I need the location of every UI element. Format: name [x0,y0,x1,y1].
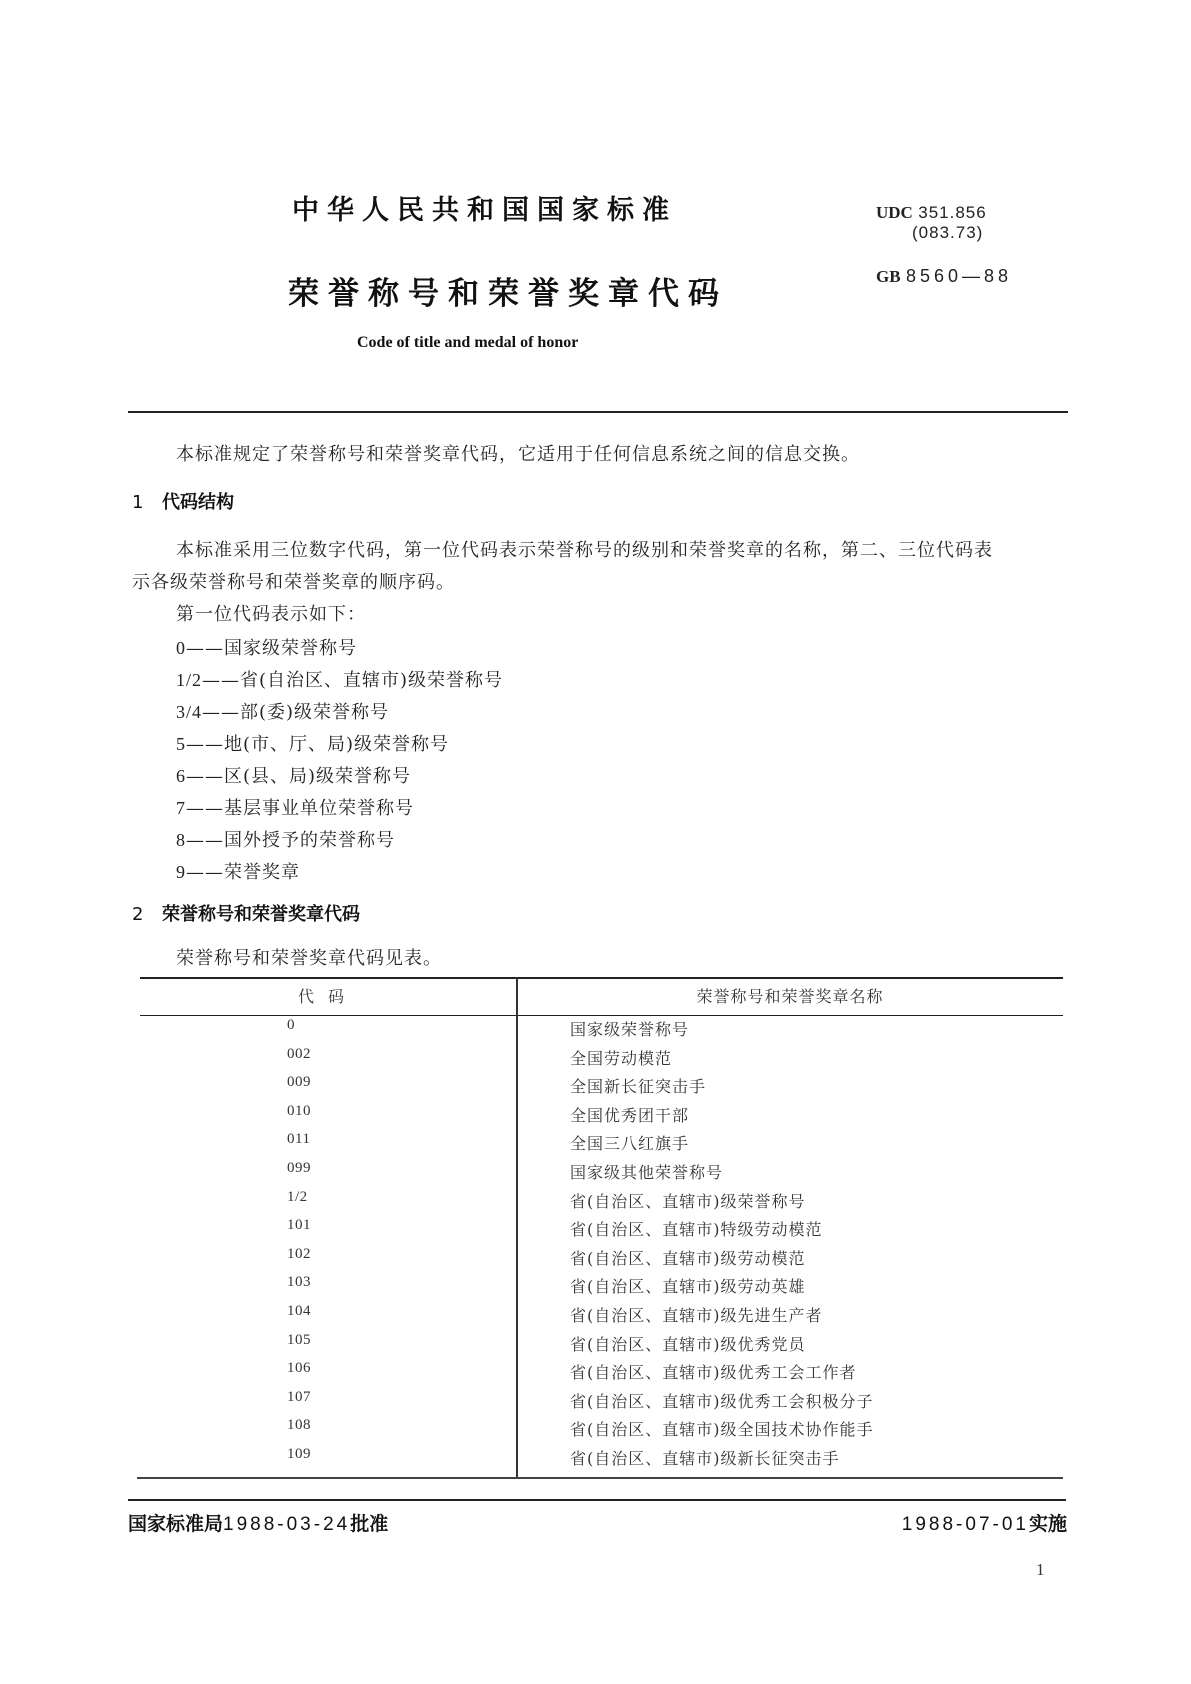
udc-number: 351.856 [918,203,987,222]
section-1-title: 代码结构 [162,492,234,513]
table-row: 009 全国新长征突击手 [287,1074,707,1097]
page-number: 1 [1036,1560,1045,1579]
gb-label: GB [876,267,901,286]
level-item: 5——地(市、厅、局)级荣誉称号 [176,734,450,755]
table-row: 103 省(自治区、直辖市)级劳动英雄 [287,1274,806,1297]
section-1-paragraph-line-2: 示各级荣誉称号和荣誉奖章的顺序码。 [132,572,455,593]
section-1-heading [132,488,234,514]
level-item: 8——国外授予的荣誉称号 [176,830,395,851]
approved-date: 1988-03-24 [223,1514,351,1535]
level-item: 1/2——省(自治区、直辖市)级荣誉称号 [176,670,504,691]
english-title: Code of title and medal of honor [357,334,579,351]
udc-sub-code: (083.73) [912,223,984,242]
section-1-paragraph-line-1: 本标准采用三位数字代码，第一位代码表示荣誉称号的级别和荣誉奖章的名称，第二、三位代码表 [176,540,993,561]
issuer: 国家标准局 [128,1513,224,1535]
approved-label: 批准 [350,1513,389,1535]
table-row: 002 全国劳动模范 [287,1045,673,1068]
standard-title: 中华人民共和国国家标准 [292,195,677,226]
document-title: 荣誉称号和荣誉奖章代码 [288,276,728,312]
table-row: 102 省(自治区、直辖市)级劳动模范 [287,1245,806,1268]
section-2-title: 荣誉称号和荣誉奖章代码 [162,904,360,925]
table-row: 104 省(自治区、直辖市)级先进生产者 [287,1303,823,1325]
udc-code [876,203,987,223]
header-divider [128,411,1068,413]
level-item: 0——国家级荣誉称号 [176,638,357,659]
table-row: 0 国家级荣誉称号 [287,1017,690,1039]
table-intro: 荣誉称号和荣誉奖章代码见表。 [176,948,442,969]
intro-paragraph: 本标准规定了荣誉称号和荣誉奖章代码，它适用于任何信息系统之间的信息交换。 [176,444,860,465]
section-2-number: 2 [132,904,144,925]
level-list [176,632,503,888]
level-item: 9——荣誉奖章 [176,862,300,883]
table-row: 105 省(自治区、直辖市)级优秀党员 [287,1331,806,1354]
header-code: 代码 [297,987,358,1006]
table-row: 101 省(自治区、直辖市)特级劳动模范 [287,1217,823,1240]
table-row: 108 省(自治区、直辖市)级全国技术协作能手 [287,1417,874,1440]
section-1-number: 1 [132,492,144,513]
table-row: 106 省(自治区、直辖市)级优秀工会工作者 [287,1360,857,1383]
header-name: 荣誉称号和荣誉奖章名称 [696,987,884,1006]
level-list-intro: 第一位代码表示如下： [176,604,366,625]
effective-date: 1988-07-01 [901,1514,1029,1535]
udc-label: UDC [876,203,913,222]
table-row: 011 全国三八红旗手 [287,1131,690,1154]
approval-line [128,1509,388,1536]
gb-number: 8560—88 [905,266,1013,286]
effective-label: 实施 [1028,1513,1067,1535]
section-2-heading [132,900,360,926]
level-item: 3/4——部(委)级荣誉称号 [176,702,390,723]
gb-code [876,266,1012,287]
level-item: 6——区(县、局)级荣誉称号 [176,766,412,787]
table-row: 1/2 省(自治区、直辖市)级荣誉称号 [287,1188,806,1211]
table-row: 099 国家级其他荣誉称号 [287,1160,724,1182]
level-item: 7——基层事业单位荣誉称号 [176,798,414,819]
effective-line [902,1509,1067,1536]
table-header [140,977,1063,1016]
table-row: 010 全国优秀团干部 [287,1102,690,1125]
table-bottom-rule [137,1477,1063,1479]
table-row: 109 省(自治区、直辖市)级新长征突击手 [287,1446,840,1468]
footer-divider [128,1499,1066,1501]
table-row: 107 省(自治区、直辖市)级优秀工会积极分子 [287,1388,874,1411]
